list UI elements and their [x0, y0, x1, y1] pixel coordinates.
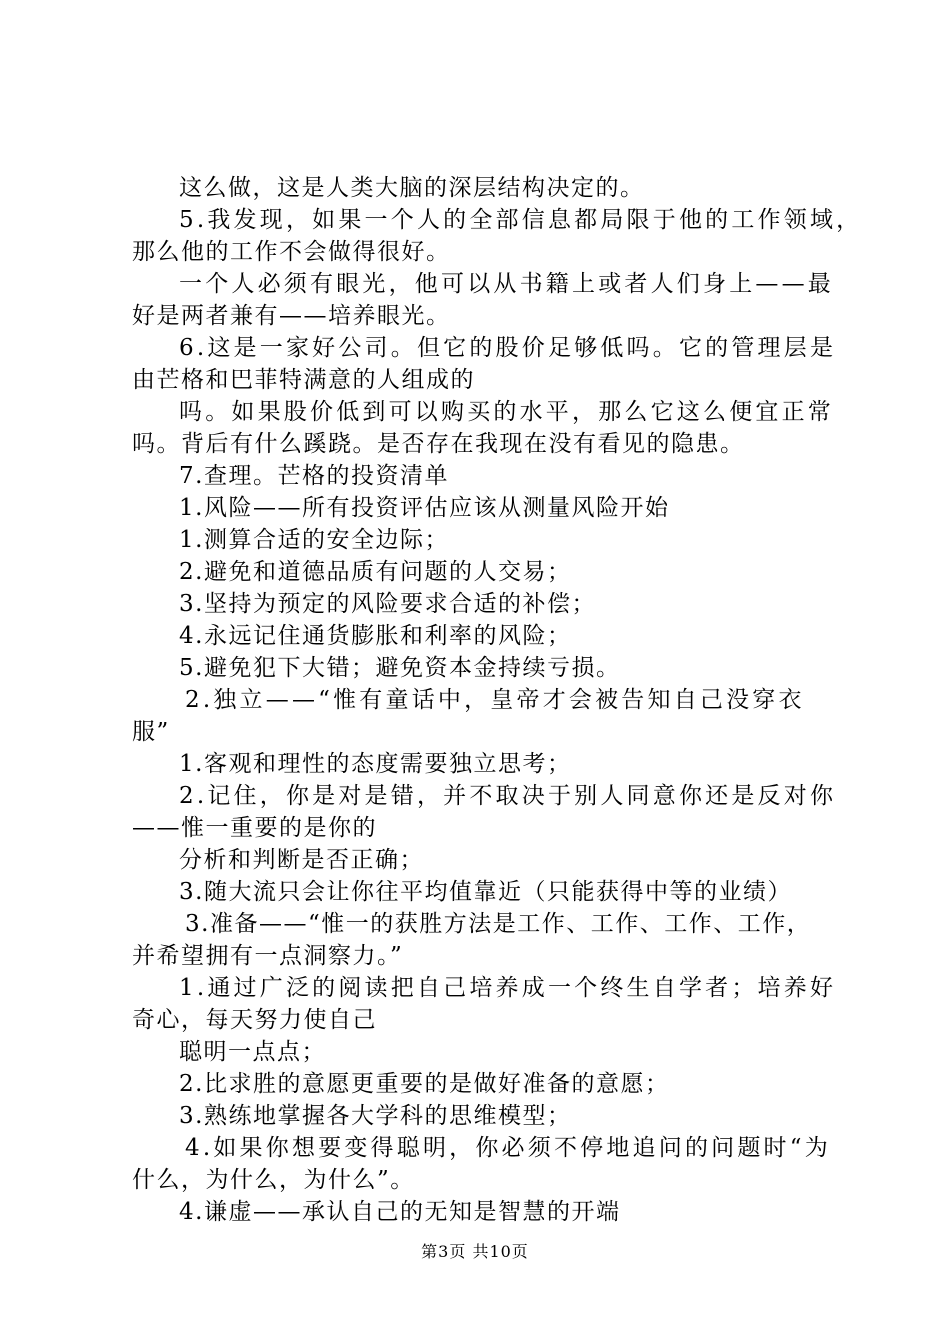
- text-line: 什么，为什么，为什么”。: [132, 1167, 415, 1193]
- text-line: 由芒格和巴菲特满意的人组成的: [132, 367, 475, 393]
- text-line: 服”: [132, 719, 170, 745]
- text-line: 4.永远记住通货膨胀和利率的风险；: [179, 623, 572, 649]
- text-line: 分析和判断是否正确；: [179, 847, 424, 873]
- text-line: 一个人必须有眼光，他可以从书籍上或者人们身上——最: [179, 271, 834, 297]
- text-line: 3.准备——“惟一的获胜方法是工作、工作、工作、工作，: [185, 911, 812, 937]
- text-line: ——惟一重要的是你的: [132, 815, 377, 841]
- text-line: 3.熟练地掌握各大学科的思维模型；: [179, 1103, 572, 1129]
- text-line: 2.独立——“惟有童话中，皇帝才会被告知自己没穿衣: [185, 687, 805, 713]
- text-line: 2.记住，你是对是错，并不取决于别人同意你还是反对你: [179, 783, 837, 809]
- text-line: 6.这是一家好公司。但它的股价足够低吗。它的管理层是: [179, 335, 837, 361]
- text-line: 吗。背后有什么蹊跷。是否存在我现在没有看见的隐患。: [132, 431, 745, 457]
- text-line: 1.风险——所有投资评估应该从测量风险开始: [179, 495, 670, 521]
- text-line: 好是两者兼有——培养眼光。: [132, 303, 451, 329]
- text-line: 吗。如果股价低到可以购买的水平，那么它这么便宜正常: [179, 399, 834, 425]
- text-line: 4.谦虚——承认自己的无知是智慧的开端: [179, 1199, 621, 1225]
- text-line: 4.如果你想要变得聪明，你必须不停地追问的问题时“为: [185, 1135, 831, 1161]
- text-line: 1.通过广泛的阅读把自己培养成一个终生自学者；培养好: [179, 975, 837, 1001]
- body-text: [132, 172, 863, 1228]
- text-line: 这么做，这是人类大脑的深层结构决定的。: [179, 175, 645, 201]
- text-line: 奇心，每天努力使自己: [132, 1007, 377, 1033]
- page-footer: 第3页 共10页: [421, 1242, 529, 1261]
- text-line: 3.随大流只会让你往平均值靠近（只能获得中等的业绩）: [179, 879, 792, 905]
- text-line: 并希望拥有一点洞察力。”: [132, 943, 404, 969]
- text-line: 5.避免犯下大错；避免资本金持续亏损。: [179, 655, 621, 681]
- text-line: 2.避免和道德品质有问题的人交易；: [179, 559, 572, 585]
- text-line: 1.客观和理性的态度需要独立思考；: [179, 751, 572, 777]
- text-line: 7.查理。芒格的投资清单: [179, 463, 449, 489]
- text-line: 3.坚持为预定的风险要求合适的补偿；: [179, 591, 596, 617]
- text-line: 那么他的工作不会做得很好。: [132, 239, 451, 265]
- text-line: 1.测算合适的安全边际；: [179, 527, 449, 553]
- text-line: 2.比求胜的意愿更重要的是做好准备的意愿；: [179, 1071, 670, 1097]
- text-line: 5.我发现，如果一个人的全部信息都局限于他的工作领域，: [179, 207, 863, 233]
- text-line: 聪明一点点；: [179, 1039, 326, 1065]
